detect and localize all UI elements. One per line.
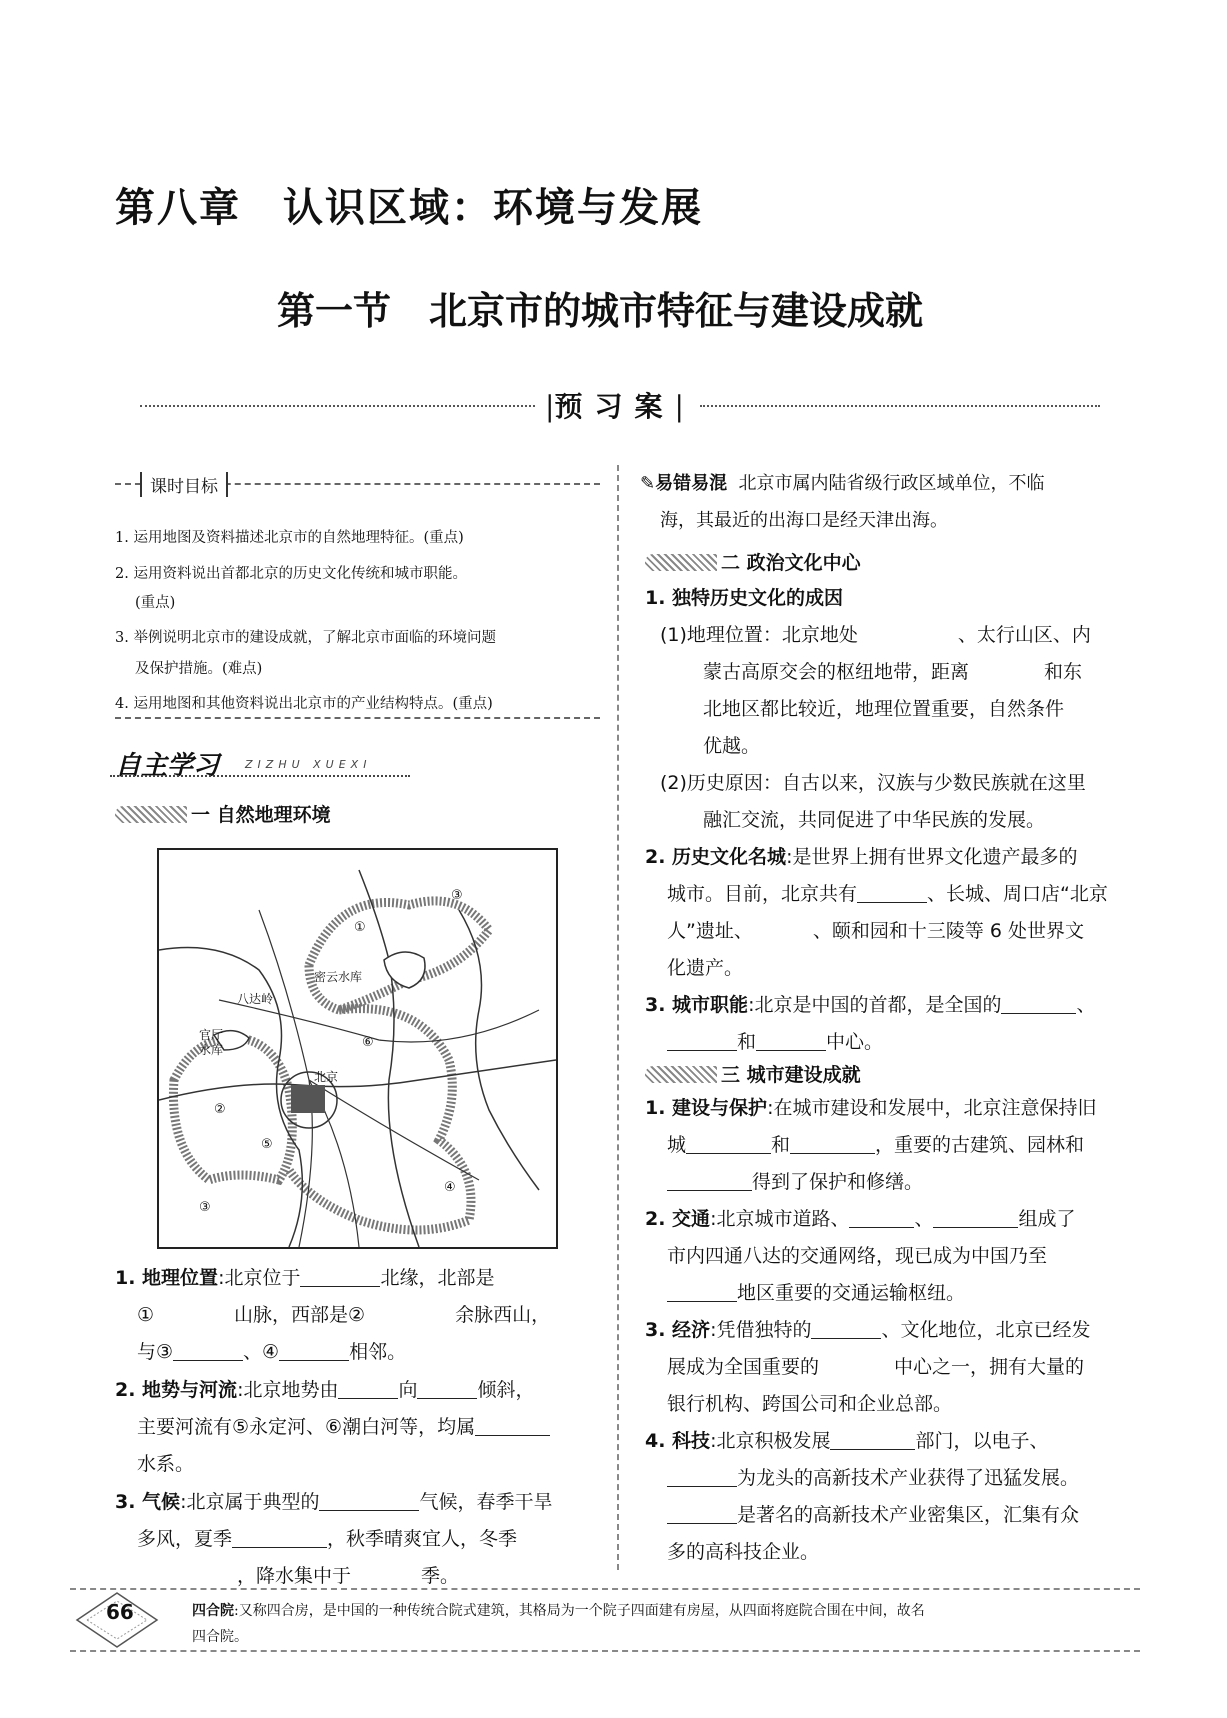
answer-blank[interactable] (1001, 993, 1076, 1014)
question-number: 3. 城市职能 (645, 994, 749, 1016)
answer-blank[interactable] (811, 1318, 881, 1339)
q-text: 融汇交流，共同促进了中华民族的发展。 (703, 809, 1046, 831)
footnote-text: :又称四合房，是中国的一种传统合院式建筑，其格局为一个院子四面建有房屋，从四面将庭院合围在中间，故名 (234, 1603, 925, 1619)
goals-tag: 课时目标 (140, 472, 228, 497)
heading-text: 三 城市建设成就 (721, 1064, 861, 1086)
tip-box (640, 465, 1140, 539)
q-text: 、太行山区、内 (957, 624, 1091, 646)
question-number: 1. 独特历史文化的成因 (645, 587, 844, 609)
answer-blank[interactable] (338, 1378, 398, 1399)
map-label: ① (354, 920, 366, 935)
q-text: 相邻。 (349, 1341, 407, 1363)
q-text: 城市。目前，北京共有 (667, 883, 858, 905)
q-text: 季。 (421, 1565, 460, 1587)
q-text: :是世界上拥有世界文化遗产最多的 (786, 846, 1078, 868)
map-label: ⑤ (261, 1137, 273, 1152)
answer-blank[interactable] (173, 1340, 243, 1361)
q-text: :北京属于典型的 (180, 1491, 320, 1513)
column-divider (617, 465, 619, 1570)
q-text: 蒙古高原交会的枢纽地带，距离 (703, 661, 970, 683)
answer-blank[interactable] (279, 1340, 349, 1361)
q-text: 部门，以电子、 (915, 1430, 1049, 1452)
q-text: 银行机构、跨国公司和企业总部。 (667, 1393, 953, 1415)
q-text: 与③ (137, 1341, 174, 1363)
answer-blank[interactable] (857, 882, 927, 903)
q-text: 、 (914, 1208, 934, 1230)
heading-text: 一 自然地理环境 (191, 804, 331, 826)
q-text: 展成为全国重要的 (667, 1356, 820, 1378)
q-text: 、 (1076, 994, 1096, 1016)
tip-text: 海，其最近的出海口是经天津出海。 (660, 510, 948, 531)
tip-text: 北京市属内陆省级行政区域单位，不临 (738, 473, 1045, 494)
question-number: 1. 建设与保护 (645, 1097, 768, 1119)
answer-blank[interactable] (667, 1170, 752, 1191)
river (359, 870, 419, 1247)
map-label: ⑥ (362, 1035, 374, 1050)
map-label: 水库 (199, 1043, 224, 1057)
q-text: :北京地势由 (237, 1379, 339, 1401)
section-heading-nature (115, 800, 331, 827)
west-mountain-region (173, 1038, 292, 1180)
q-text: 化遗产。 (667, 957, 744, 979)
answer-blank[interactable] (830, 1429, 915, 1450)
plain-boundary (289, 1009, 471, 1230)
q-text: 北缘，北部是 (380, 1267, 495, 1289)
heading-text: 二 政治文化中心 (721, 552, 861, 574)
answer-blank[interactable] (667, 1281, 737, 1302)
map-label: ③ (451, 888, 463, 903)
self-study-underline (110, 775, 410, 777)
q-text: 地区重要的交通运输枢纽。 (737, 1282, 966, 1304)
q-text: ，降水集中于 (237, 1565, 352, 1587)
section-heading-construction (645, 1060, 861, 1087)
chapter-title: 第八章 认识区域：环境与发展 (115, 185, 703, 231)
map-label: 八达岭 (237, 992, 274, 1006)
footnote-term: 四合院 (192, 1603, 234, 1619)
footnote-text: 四合院。 (192, 1629, 248, 1645)
answer-blank[interactable] (667, 1503, 737, 1524)
q-text: 城 (667, 1134, 687, 1156)
footnote (192, 1598, 1112, 1650)
q-text: :北京位于 (218, 1267, 301, 1289)
map-label: ② (214, 1102, 226, 1117)
q-text: 北地区都比较近，地理位置重要，自然条件 (703, 698, 1065, 720)
answer-blank[interactable] (686, 1133, 771, 1154)
goal-item: 4. 运用地图和其他资料说出北京市的产业结构特点。(重点) (115, 696, 493, 712)
q-text: 余脉西山， (455, 1304, 551, 1326)
goal-item: 1. 运用地图及资料描述北京市的自然地理特征。(重点) (115, 530, 464, 546)
q-text: 中心之一，拥有大量的 (894, 1356, 1085, 1378)
question-2-terrain (115, 1372, 605, 1483)
q-text: 主要河流有⑤永定河、⑥潮白河等，均属 (137, 1416, 476, 1438)
q-text: :在城市建设和发展中，北京注意保持旧 (767, 1097, 1097, 1119)
question-number: 3. 经济 (645, 1319, 711, 1341)
banner-label: 预习案 (554, 390, 675, 423)
question-number: 1. 地理位置 (115, 1267, 219, 1289)
map-label: 官厅 (199, 1028, 224, 1042)
question-number: 4. 科技 (645, 1430, 711, 1452)
banner-divider-right (700, 405, 1100, 407)
q-text: 人”遗址、 (667, 920, 753, 942)
answer-blank[interactable] (849, 1207, 914, 1228)
q-text: 中心。 (826, 1031, 884, 1053)
banner: |预习案| (545, 390, 684, 423)
q-text: 得到了保护和修缮。 (752, 1171, 924, 1193)
question-number: 2. 地势与河流 (115, 1379, 238, 1401)
q-text: 多的高科技企业。 (667, 1541, 820, 1563)
heading-hatch-icon (645, 1066, 717, 1083)
q-text: :北京是中国的首都，是全国的 (748, 994, 1002, 1016)
q-text: 、文化地位，北京已经发 (881, 1319, 1091, 1341)
self-study-title: 自主学习 (115, 751, 220, 781)
footer-divider-top (70, 1588, 1140, 1590)
q-text: (1)地理位置：北京地处 (660, 624, 858, 646)
answer-blank[interactable] (475, 1415, 550, 1436)
reservoir (384, 952, 425, 988)
answer-blank[interactable] (933, 1207, 1018, 1228)
map-label: ③ (199, 1200, 211, 1215)
city-center (291, 1085, 325, 1113)
answer-blank[interactable] (300, 1266, 380, 1287)
question-3-climate (115, 1484, 605, 1595)
goal-item: 2. 运用资料说出首都北京的历史文化传统和城市职能。 (115, 566, 467, 582)
q-text: 和 (737, 1031, 757, 1053)
map-label: 北京 (314, 1070, 339, 1084)
answer-blank[interactable] (790, 1133, 875, 1154)
question-1-location (115, 1260, 605, 1371)
beijing-map (157, 848, 558, 1249)
goal-item: 3. 举例说明北京市的建设成就，了解北京市面临的环境问题 (115, 630, 496, 646)
section-title: 第一节 北京市的城市特征与建设成就 (277, 288, 924, 333)
q-text: (2)历史原因：自古以来，汉族与少数民族就在这里 (660, 772, 1086, 794)
tip-label: 易错易混 (655, 473, 728, 494)
answer-blank[interactable] (319, 1490, 419, 1511)
q-text: 、长城、周口店“北京 (927, 883, 1108, 905)
q-text: 山脉，西部是② (234, 1304, 366, 1326)
q-text: :北京积极发展 (710, 1430, 831, 1452)
question-number: 2. 交通 (645, 1208, 711, 1230)
q-text: :凭借独特的 (710, 1319, 812, 1341)
section-3-body (645, 1090, 1145, 1571)
footer-divider-bottom (70, 1650, 1140, 1652)
q-text: 、颐和园和十三陵等 6 处世界文 (812, 920, 1085, 942)
q-text: 、④ (243, 1341, 280, 1363)
heading-hatch-icon (645, 554, 717, 571)
q-text: 气候，春季干旱 (419, 1491, 553, 1513)
pencil-icon: ✎ (640, 473, 656, 494)
q-text: 倾斜， (477, 1379, 535, 1401)
heading-hatch-icon (115, 806, 187, 823)
q-text: 水系。 (137, 1453, 195, 1475)
self-study-subtitle: ZIZHU XUEXI (245, 758, 372, 771)
q-text: 多风，夏季 (137, 1528, 233, 1550)
q-text: 向 (398, 1379, 418, 1401)
q-text: 是著名的高新技术产业密集区，汇集有众 (737, 1504, 1080, 1526)
q-text: ① (137, 1304, 155, 1326)
map-label: 密云水库 (314, 970, 363, 984)
q-text: ，秋季晴爽宜人，冬季 (327, 1528, 518, 1550)
q-text: ，重要的古建筑、园林和 (875, 1134, 1085, 1156)
road (259, 910, 312, 1247)
banner-divider-left (140, 405, 535, 407)
page-number: 66 (106, 1600, 134, 1624)
q-text: 市内四通八达的交通网络，现已成为中国乃至 (667, 1245, 1048, 1267)
q-text: 为龙头的高新技术产业获得了迅猛发展。 (737, 1467, 1080, 1489)
q-text: 组成了 (1018, 1208, 1076, 1230)
question-number: 2. 历史文化名城 (645, 846, 787, 868)
answer-blank[interactable] (417, 1378, 477, 1399)
goal-item: 及保护措施。(难点) (135, 661, 263, 677)
q-text: :北京城市道路、 (710, 1208, 850, 1230)
q-text: 和东 (1044, 661, 1083, 683)
answer-blank[interactable] (232, 1527, 327, 1548)
q-text: 优越。 (703, 735, 761, 757)
answer-blank[interactable] (756, 1030, 826, 1051)
road (159, 1060, 556, 1100)
goal-item: (重点) (135, 595, 176, 611)
answer-blank[interactable] (667, 1466, 737, 1487)
q-text: 和 (771, 1134, 791, 1156)
section-2-body (645, 580, 1145, 1061)
answer-blank[interactable] (667, 1030, 737, 1051)
river (459, 910, 539, 1190)
map-label: ④ (444, 1180, 456, 1195)
question-number: 3. 气候 (115, 1491, 181, 1513)
section-heading-politics (645, 548, 861, 575)
